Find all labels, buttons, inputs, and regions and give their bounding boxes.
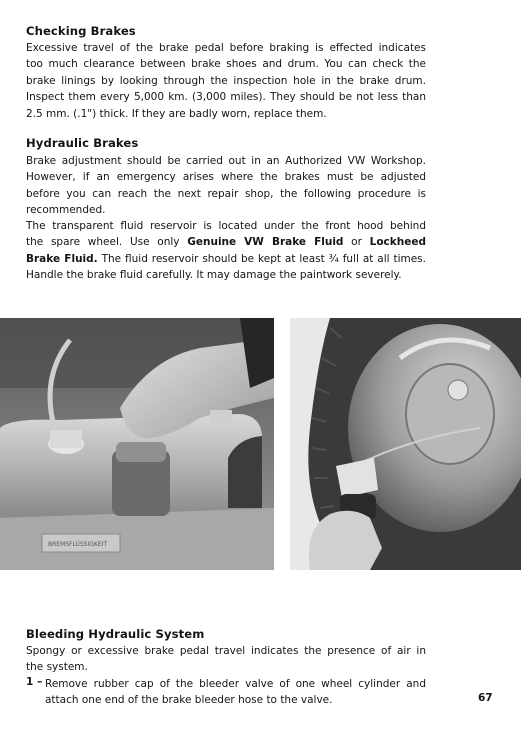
step-number: 1 – xyxy=(26,676,43,688)
paragraph-hydraulic-intro xyxy=(26,153,426,219)
paragraph-checking-brakes xyxy=(26,40,426,122)
text-line: Handle the brake fluid carefully. It may damage the paintwork severely. xyxy=(26,269,402,282)
bold-lockheed: Lockheed xyxy=(369,236,427,249)
text-line: attach one end of the brake bleeder hose to the valve. xyxy=(45,694,333,707)
paragraph-fluid-reservoir xyxy=(26,218,426,284)
text-line: before you can reach the next repair shop, the following procedure is xyxy=(26,187,426,200)
bold-genuine-vw-brake-fluid: Genuine VW Brake Fluid xyxy=(187,236,344,249)
heading-hydraulic-brakes: Hydraulic Brakes xyxy=(26,136,139,150)
text-line xyxy=(26,251,426,267)
text-line: the system. xyxy=(26,661,88,674)
text-line: Spongy or excessive brake pedal travel indicates the presence of air in xyxy=(26,645,426,657)
paragraph-step-1 xyxy=(45,676,426,709)
text-fragment: The fluid reservoir should be kept at least ¾ full at all times. xyxy=(97,252,426,265)
text-line: Excessive travel of the brake pedal before braking is effected indicates xyxy=(26,42,426,54)
brake-fluid-reservoir-photo xyxy=(0,318,274,570)
text-line: recommended. xyxy=(26,204,106,217)
wheel-photo-drawing xyxy=(290,318,521,570)
bold-brake-fluid: Brake Fluid. xyxy=(26,252,98,265)
text-line: too much clearance between brake shoes and drum. You can check the xyxy=(26,58,426,71)
text-line: 2.5 mm. (.1") thick. If they are badly worn, replace them. xyxy=(26,107,327,120)
text-line: brake linings by looking through the inspection hole in the brake drum. xyxy=(26,74,426,87)
reservoir-label-text: BREMSFLÜSSIGKEIT xyxy=(48,541,108,548)
text-line: However, if an emergency arises where the brakes must be adjusted xyxy=(26,171,426,184)
text-line: Brake adjustment should be carried out in an Authorized VW Workshop. xyxy=(26,155,426,167)
text-line: Remove rubber cap of the bleeder valve of one wheel cylinder and xyxy=(45,678,426,690)
heading-bleeding-hydraulic-system: Bleeding Hydraulic System xyxy=(26,627,205,641)
text-fragment: the spare wheel. Use only xyxy=(26,236,188,249)
wheel-bleeder-valve-photo xyxy=(290,318,521,570)
text-line xyxy=(26,234,426,250)
text-fragment: or xyxy=(343,236,370,249)
heading-checking-brakes: Checking Brakes xyxy=(26,24,136,38)
paragraph-bleeding-intro xyxy=(26,643,426,676)
page-number: 67 xyxy=(478,692,493,704)
reservoir-photo-drawing xyxy=(0,318,274,570)
text-line: Inspect them every 5,000 km. (3,000 miles). They should be not less than xyxy=(26,91,426,104)
text-line: The transparent fluid reservoir is located under the front hood behind xyxy=(26,220,426,232)
